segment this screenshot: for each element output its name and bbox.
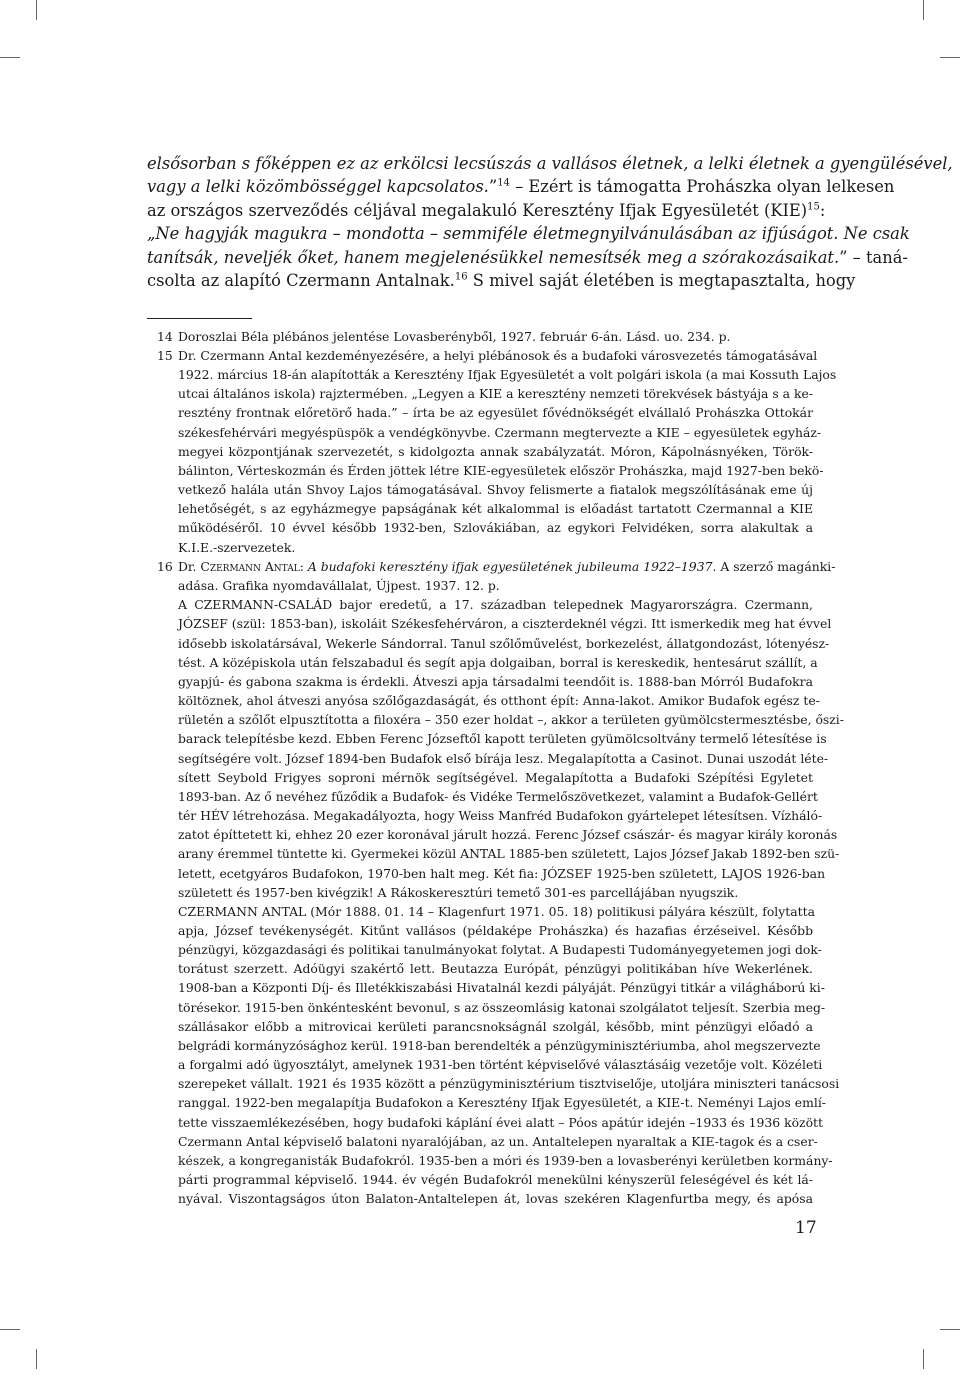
footnote-16 [147, 557, 844, 1208]
footnote-line: Czermann Antal képviselő balatoni nyaralójában, az un. Antaltelepen nyaraltak a KIE-tagok és a cser- [178, 1133, 818, 1149]
crop-mark-top-left-v [36, 0, 37, 20]
footnote-line: működéséről. 10 évvel később 1932-ben, Szlovákiában, az egykori Felvidéken, sorra alakultak a [178, 520, 813, 536]
crop-mark-bottom-right-v [923, 1349, 924, 1369]
footnote-line: tette visszaemlékezésében, hogy budafoki káplání évei alatt – Póos apátúr idején –1933 és 1936 között [178, 1114, 824, 1130]
footnote-line-rest: A szerző magánki- [716, 559, 836, 574]
footnote-line: CZERMANN ANTAL (Mór 1888. 01. 14 – Klagenfurt 1971. 05. 18) politikusi pályára készült, folytatta [178, 903, 815, 919]
main-line-1: elsősorban s főképpen ez az erkölcsi lecsúszás a vallásos életnek, a lelki életnek a gyengülésével, [147, 154, 953, 173]
author-smallcaps: zermann Antal [209, 559, 300, 574]
footnote-line: szállásakor előbb a mitrovicai kerületi parancsnokságnál szolgál, később, mint pénzügyi előadó a [178, 1018, 813, 1034]
footnote-separator [147, 318, 252, 319]
crop-mark-top-left-h [0, 57, 20, 58]
crop-mark-bottom-left-h [0, 1329, 20, 1330]
footnote-line: 1922. március 18-án alapították a Keresztény Ifjak Egyesületét a volt polgári iskola (a mai Kossuth Lajos [178, 367, 837, 383]
footnote-line: zatot építtetett ki, ehhez 20 ezer koronával járult hozzá. Ferenc József császár- és magyar király koronás [178, 827, 838, 843]
footnote-line: pénzügyi, közgazdasági és politikai tanulmányokat folytat. A Budapesti Tudományegyetemen jogi dok- [178, 942, 822, 958]
footnote-line-first [178, 557, 836, 576]
footnote-line: Doroszlai Béla plébános jelentése Lovasberényből, 1927. február 6-án. Lásd. uo. 234. p. [178, 329, 731, 344]
footnote-number: 14 [157, 329, 173, 344]
footnote-ref-16: 16 [454, 271, 468, 283]
footnote-line: 1893-ban. Az ő nevéhez fűződik a Budafok- és Vidéke Termelőszövetkezet, valamint a Budafok-Gellért [178, 788, 818, 804]
main-line-2 [147, 175, 895, 198]
footnote-line: törésekor. 1915-ben önkéntesként bevonul, s az összeomlásig katonai szolgálatot teljesít. Szerbia meg- [178, 999, 826, 1015]
crop-mark-bottom-left-v [36, 1349, 37, 1369]
book-title: A budafoki keresztény ifjak egyesületének jubileuma 1922–1937. [307, 559, 717, 574]
footnote-ref-14: 14 [497, 177, 510, 189]
footnote-line: tést. A középiskola után felszabadul és segít apja dolgaiban, borral is kereskedik, hentesárut szállít, a [178, 654, 818, 670]
quote-italic-end: vagy a lelki közömbösséggel kapcsolatos. [147, 177, 489, 197]
footnote-line: sített Seybold Frigyes soproni mérnök segítségével. Megalapította a Budafoki Szépítési Egyletet [178, 769, 813, 785]
footnote-line: arany éremmel tüntette ki. Gyermekei közül ANTAL 1885-ben született, Lajos József Jakab 1892-ben szü- [178, 846, 840, 862]
footnote-line: a forgalmi adó ügyosztályt, amelynek 1931-ben történt képviselővé választásáig vezetője volt. Közéleti [178, 1057, 823, 1073]
footnote-ref-15: 15 [807, 201, 820, 213]
main-line-3 [147, 199, 826, 222]
footnote-line: rületén a szőlőt elpusztította a filoxéra – 350 ezer holdat –, akkor a területen gyümölcstermesztésbe, őszi- [178, 712, 844, 728]
footnote-line: A CZERMANN-CSALÁD bajor eredetű, a 17. században telepednek Magyarországra. Czermann, [178, 597, 813, 613]
page-number: 17 [795, 1218, 817, 1238]
footnote-body [178, 346, 837, 557]
footnote-line: 1908-ban a Központi Díj- és Illetékkiszabási Hivatalnál kezdi pályáját. Pénzügyi titkár a világháború ki- [178, 980, 825, 996]
footnote-line: Dr. Czermann Antal kezdeményezésére, a helyi plébánosok és a budafoki városvezetés támogatásával [178, 348, 818, 363]
footnote-line: resztény frontnak előretörő hada.” – írta be az egyesület fővédnökségét elvállaló Prohászka Ottokár [178, 405, 813, 421]
footnote-line: készek, a kongreganisták Budafokról. 1935-ben a móri és 1939-ben a lovasberényi kerületben kormány- [178, 1152, 833, 1168]
main-line-6-text: csolta az alapító Czermann Antalnak. [147, 271, 455, 291]
footnote-line: JÓZSEF (szül: 1853-ban), iskoláit Székesfehérváron, a ciszterdeknél végzi. Itt ismerkedik meg hat évvel [178, 616, 832, 632]
main-line-6-rest: S mivel saját életében is megtapasztalta, hogy [467, 271, 856, 291]
author-colon: : [299, 559, 308, 574]
main-line-5-italic: tanítsák, neveljék őket, hanem megjelenésükkel nemesítsék meg a szórakozásaikat. [147, 247, 840, 267]
crop-mark-top-right-v [923, 0, 924, 20]
footnote-line: nyával. Viszontagságos úton Balaton-Antaltelepen át, lovas szekéren Klagenfurtba megy, és apósa [178, 1191, 813, 1207]
footnote-body [178, 557, 844, 1208]
main-line-2-rest: – Ezért is támogatta Prohászka olyan lelkesen [509, 177, 895, 197]
footnote-line: szerepeket vállalt. 1921 és 1935 között a pénzügyminisztérium tisztviselője, utoljára miniszteri tanácsosi [178, 1076, 840, 1092]
footnote-body [178, 327, 813, 346]
footnote-line: gyapjú- és gabona szakma is érdekli. Átveszi apja társadalmi teendőit is. 1888-ban Mórról Budafokra [178, 673, 813, 689]
footnote-14 [147, 327, 813, 346]
footnote-line: utcai általános iskola) rajztermében. „Legyen a KIE a keresztény nemzeti törekvések bástyája s a ke- [178, 386, 814, 402]
main-line-6 [147, 269, 856, 292]
crop-mark-top-right-h [940, 57, 960, 58]
footnote-line: barack telepítésbe kezd. Ebben Ferenc Józseftől kapott területen gyümölcsoltvány termelő létesítése is [178, 731, 827, 747]
footnote-line: született és 1957-ben kivégzik! A Rákoskeresztúri temető 301-es parcellájában nyugszik. [178, 884, 739, 900]
footnote-number: 16 [157, 559, 173, 574]
footnote-line: torátust szerzett. Adóügyi szakértő lett. Beutazza Európát, pénzügyi politikában híve Wekerlének. [178, 961, 813, 977]
main-line-4: „Ne hagyják magukra – mondotta – semmiféle életmegnyilvánulásában az ifjúságot. Ne csak [147, 224, 910, 244]
footnote-line: székesfehérvári megyéspüspök a vendégkönyvbe. Czermann megtervezte a KIE – egyesületek egyház- [178, 424, 822, 440]
footnote-line: letett, ecetgyáros Budafokon, 1970-ben halt meg. Két fia: JÓZSEF 1925-ben született, LAJOS 1926-ban [178, 865, 826, 881]
footnote-line: adása. Grafika nyomdavállalat, Újpest. 1937. 12. p. [178, 578, 500, 594]
footnote-line: vetkező halála után Shvoy Lajos támogatásával. Shvoy felismerte a fiatalok megszólításának eme új [178, 482, 813, 498]
footnote-line: idősebb iskolatársával, Wekerle Sándorral. Tanul szőlőművelést, borkezelést, állatgondozást, lótenyész- [178, 635, 830, 651]
main-line-5 [147, 246, 908, 269]
footnote-line: tér HÉV létrehozása. Megakadályozta, hogy Weiss Manfréd Budafokon gyártelepet létesítsen. Vízháló- [178, 808, 823, 824]
footnote-line: lehetőségét, s az egyházmegye papságának két alkalommal is előadást tartatott Czermannal a KIE [178, 501, 813, 517]
footnote-line: K.I.E.-szervezetek. [178, 539, 296, 555]
footnote-15 [147, 346, 837, 557]
main-line-3-text: az országos szerveződés céljával megalakuló Keresztény Ifjak Egyesületét (KIE) [147, 200, 808, 220]
crop-mark-bottom-right-h [940, 1329, 960, 1330]
footnote-line: párti programmal képviselő. 1944. év végén Budafokról menekülni kényszerül feleségével és két lá- [178, 1172, 813, 1187]
footnote-line: megyei központjának szervezetét, s kidolgozta annak szabályzatát. Móron, Kápolnásnyéken, Török- [178, 443, 813, 459]
footnote-line: apja, József tevékenységét. Kitűnt vallásos (példaképe Prohászka) és hazafias érzéseivel. Később [178, 922, 813, 938]
footnote-number: 15 [157, 348, 173, 363]
author-prefix: Dr. C [178, 559, 210, 574]
footnote-line: belgrádi kormányzósághoz kerül. 1918-ban berendelték a pénzügyminisztériumba, ahol megszervezte [178, 1037, 821, 1053]
footnote-line: ranggal. 1922-ben megalapítja Budafokon a Keresztény Ifjak Egyesületét, a KIE-t. Neményi Lajos emlí- [178, 1095, 826, 1111]
main-line-3-end: : [819, 200, 826, 220]
close-quote: ” [488, 177, 498, 197]
footnote-line: költöznek, ahol átveszi anyósa szőlőgazdaságát, és otthont épít: Anna-lakot. Amikor Budafok egész te- [178, 693, 820, 709]
footnote-line: segítségére volt. József 1894-ben Budafok első bírája lesz. Megalapította a Casinot. Dunai uszodát léte- [178, 750, 829, 766]
footnote-line: bálinton, Vérteskozmán és Érden jöttek létre KIE-egyesületek először Prohászka, majd 1927-ben bekö- [178, 462, 824, 478]
main-line-5-rest: ” – taná- [839, 247, 908, 267]
main-text [147, 152, 953, 292]
